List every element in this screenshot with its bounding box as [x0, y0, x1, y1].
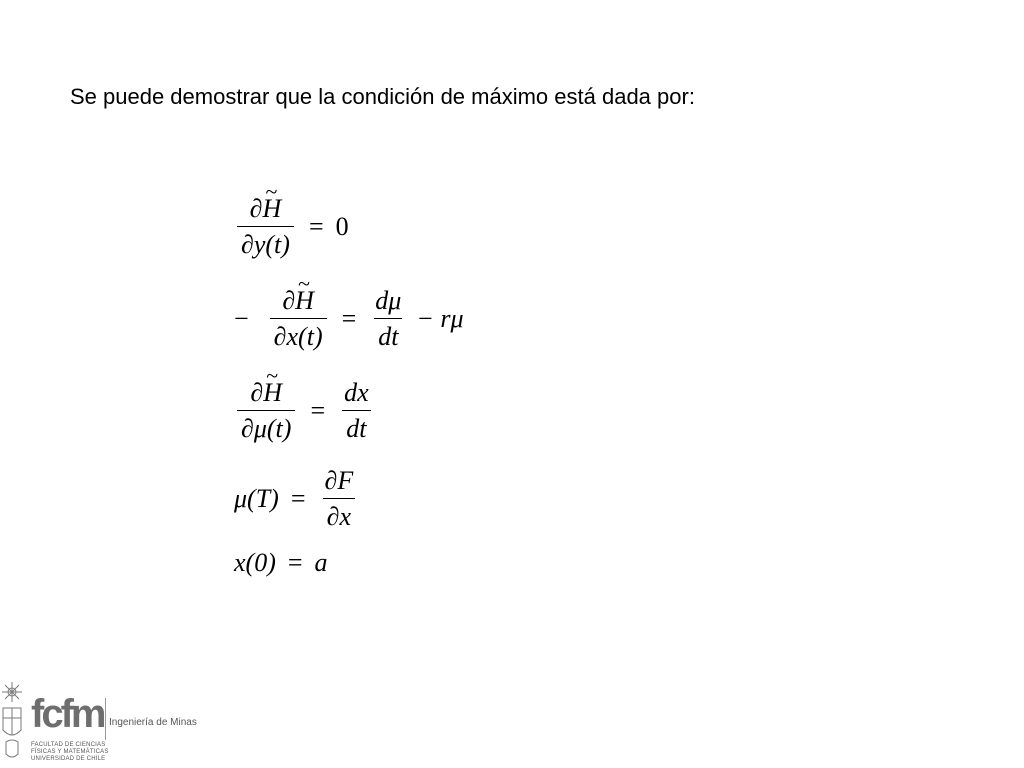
eq5-rhs: a — [314, 548, 328, 577]
faculty-line-3: UNIVERSIDAD DE CHILE — [31, 756, 106, 762]
eq4-equals: = — [290, 484, 306, 513]
eq3-num-partial: ∂ — [250, 378, 264, 407]
eq1-rhs: 0 — [335, 212, 349, 241]
equation-5 — [234, 550, 328, 576]
eq2-fraction — [270, 288, 327, 350]
eq1-fraction — [237, 196, 294, 258]
equation-3 — [234, 380, 376, 442]
eq4-rhs-denominator: ∂x — [323, 498, 355, 530]
eq1-num-var: ~ H — [263, 196, 282, 222]
eq2-num-var: ~ H — [295, 288, 314, 314]
eq3-rhs-numerator: dx — [344, 378, 369, 407]
eq5-lhs: x(0) — [234, 548, 276, 577]
eq2-rhs-numerator: dμ — [375, 286, 402, 315]
faculty-name — [31, 742, 109, 763]
equation-1 — [234, 196, 349, 258]
eq4-rhs-fraction — [321, 468, 358, 530]
eq3-num-var: ~ H — [263, 380, 282, 406]
eq3-fraction — [237, 380, 295, 442]
eq2-denominator: ∂x(t) — [270, 318, 327, 350]
eq2-rhs-denominator: dt — [374, 318, 402, 350]
equation-4 — [234, 468, 360, 530]
faculty-line-2: FÍSICAS Y MATEMÁTICAS — [31, 749, 109, 755]
eq2-equals: = — [341, 304, 357, 333]
eq2-rhs-fraction — [371, 288, 405, 350]
eq4-lhs: μ(T) — [234, 484, 279, 513]
eq1-denominator: ∂y(t) — [237, 226, 294, 258]
faculty-line-1: FACULTAD DE CIENCIAS — [31, 742, 106, 748]
eq5-equals: = — [287, 548, 303, 577]
university-crest-icon — [0, 680, 28, 764]
eq1-num-partial: ∂ — [249, 194, 263, 223]
eq3-rhs-denominator: dt — [342, 410, 370, 442]
logo-divider — [105, 698, 106, 740]
eq3-equals: = — [310, 396, 326, 425]
eq1-equals: = — [308, 212, 324, 241]
eq2-num-partial: ∂ — [282, 286, 296, 315]
eq2-tail: − rμ — [416, 304, 464, 333]
fcfm-logo — [0, 676, 200, 768]
department-name: Ingeniería de Minas — [109, 717, 197, 728]
eq3-rhs-fraction — [340, 380, 373, 442]
eq4-rhs-numerator: ∂F — [324, 466, 354, 495]
fcfm-wordmark: fcfm — [31, 692, 104, 736]
equation-2 — [234, 288, 464, 350]
eq3-denominator: ∂μ(t) — [237, 410, 295, 442]
eq2-lead-minus: − — [234, 304, 249, 333]
intro-text: Se puede demostrar que la condición de máximo está dada por: — [70, 84, 695, 109]
